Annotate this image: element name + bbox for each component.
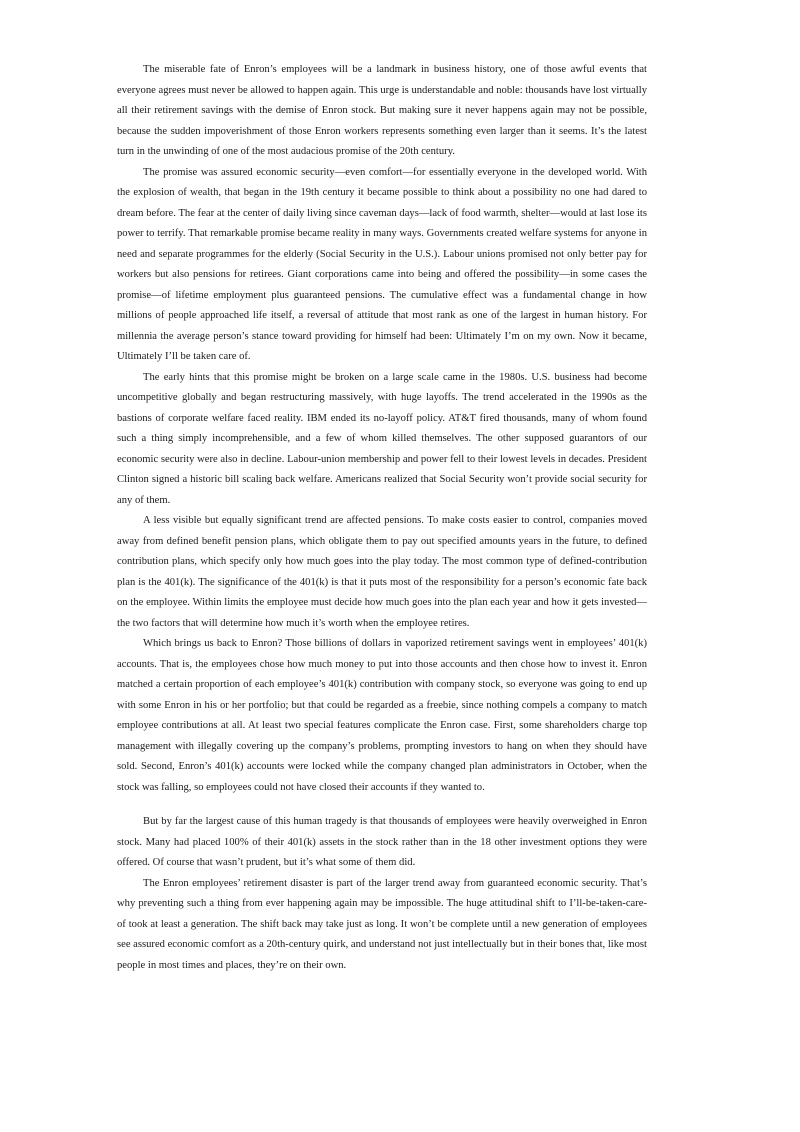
paragraph-3: The early hints that this promise might be broken on a large scale came in the 1980s. U.S. business had become uncompetitive globally and began restructuring massively, with huge layoffs. The trend accelerated in the 1990s as the bastions of corporate welfare faced reality. IBM ended its no-layoff policy. AT&T fired thousands, many of whom found such a thing simply incomprehensible, and a few of whom killed themselves. The other supposed guarantors of our economic security were also in decline. Labour-union membership and power fell to their lowest levels in decades. President Clinton signed a historic bill scaling back welfare. Americans realized that Social Security won’t provide social security for any of them. <box>117 371 647 506</box>
paragraph-6: But by far the largest cause of this human tragedy is that thousands of employees were heavily overweighed in Enron stock. Many had placed 100% of their 401(k) assets in the stock rather than in the 18 other investment options they were offered. Of course that wasn’t prudent, but it’s what some of them did. <box>117 816 647 868</box>
paragraph-2: The promise was assured economic security—even comfort—for essentially everyone in the developed world. With the explosion of wealth, that began in the 19th century it became possible to think about a possibility no one had dared to dream before. The fear at the center of daily living since caveman days—lack of food warmth, shelter—would at last lose its power to terrify. That remarkable promise became reality in many ways. Governments created welfare systems for anyone in need and separate programmes for the elderly (Social Security in the U.S.). Labour unions promised not only better pay for workers but also pensions for retirees. Giant corporations came into being and offered the possibility—in some cases the promise—of lifetime employment plus guaranteed pensions. The cumulative effect was a fundamental change in how millions of people approached life itself, a reversal of attitude that most rank as one of the largest in human history. For millennia the average person’s stance toward providing for himself had been: Ultimately I’m on my own. Now it became, Ultimately I’ll be taken care of. <box>117 166 647 362</box>
paragraph-4: A less visible but equally significant trend are affected pensions. To make costs easier to control, companies moved away from defined benefit pension plans, which obligate them to pay out specified amounts years in the future, to defined contribution plans, which specify only how much goes into the play today. The most common type of defined-contribution plan is the 401(k). The significance of the 401(k) is that it puts most of the responsibility for a person’s economic fate back on the employee. Within limits the employee must decide how much goes into the plan each year and how it gets invested—the two factors that will determine how much it’s worth when the employee retires. <box>117 515 647 629</box>
document-page <box>117 60 647 976</box>
paragraph-1: The miserable fate of Enron’s employees will be a landmark in business history, one of those awful events that everyone agrees must never be allowed to happen again. This urge is understandable and noble: thousands have lost virtually all their retirement savings with the demise of Enron stock. But making sure it never happens again may not be possible, because the sudden impoverishment of those Enron workers represents something even larger than it seems. It’s the latest turn in the unwinding of one of the most audacious promise of the 20th century. <box>117 64 647 157</box>
paragraph-5: Which brings us back to Enron? Those billions of dollars in vaporized retirement savings went in employees’ 401(k) accounts. That is, the employees chose how much money to put into those accounts and then chose how to invest it. Enron matched a certain proportion of each employee’s 401(k) contribution with company stock, so everyone was going to end up with some Enron in his or her portfolio; but that could be regarded as a freebie, since nothing compels a company to match employee contributions at all. At least two special features complicate the Enron case. First, some shareholders charge top management with illegally covering up the company’s problems, prompting investors to hang on when they should have sold. Second, Enron’s 401(k) accounts were locked while the company changed plan administrators in October, when the stock was falling, so employees could not have closed their accounts if they wanted to. <box>117 638 647 793</box>
paragraph-7: The Enron employees’ retirement disaster is part of the larger trend away from guaranteed economic security. That’s why preventing such a thing from ever happening again may be impossible. The huge attitudinal shift to I’ll-be-taken-care-of took at least a generation. The shift back may take just as long. It won’t be complete until a new generation of employees see assured economic comfort as a 20th-century quirk, and understand not just intellectually but in their bones that, like most people in most times and places, they’re on their own. <box>117 877 647 971</box>
